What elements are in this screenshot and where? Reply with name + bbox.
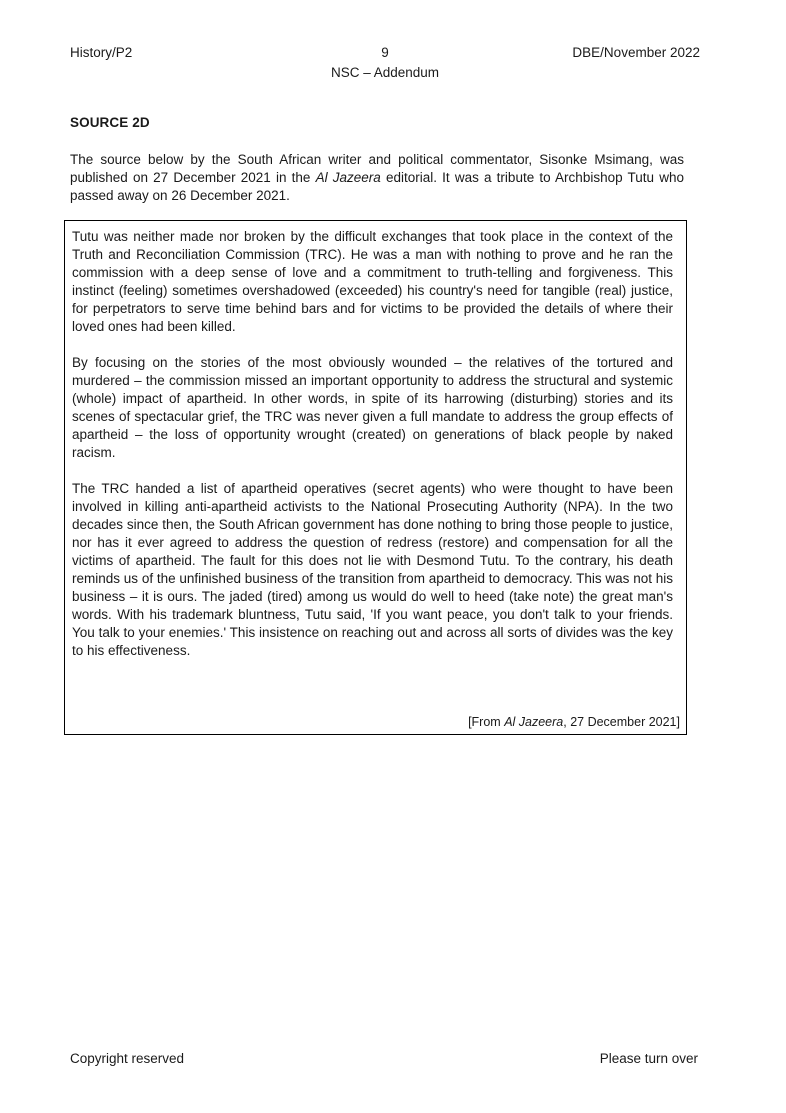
attribution-publication-name: Al Jazeera (504, 715, 564, 729)
attribution-suffix: , 27 December 2021] (563, 715, 680, 729)
source-introduction (70, 151, 684, 205)
footer-copyright: Copyright reserved (70, 1051, 185, 1066)
header-document-type: NSC – Addendum (330, 65, 440, 80)
header-row-bottom (70, 64, 700, 81)
page-header (70, 44, 700, 84)
footer-turn-over: Please turn over (599, 1051, 698, 1066)
source-heading: SOURCE 2D (70, 115, 150, 130)
attribution-prefix: [From (468, 715, 505, 729)
header-exam-body: DBE/November 2022 (572, 45, 700, 60)
header-subject: History/P2 (70, 45, 133, 60)
intro-text-before: The source below by the South African writer and political commentator, Sisonke Msimang, was published on 27 December 2021 in the (70, 152, 684, 185)
source-extract-body (72, 228, 673, 698)
extract-paragraph: The TRC handed a list of apartheid operatives (secret agents) who were thought to have been involved in killing anti-apartheid activists to the National Prosecuting Authority (NPA). In the two decades since then, the South African government has done nothing to bring those people to justice, nor has it ever agreed to address the question of redress (restore) and compensation for all the victims of apartheid. The fault for this does not lie with Desmond Tutu. To the contrary, his death reminds us of the unfinished business of the transition from apartheid to democracy. This was not his business – it is ours. The jaded (tired) among us would do well to heed (take note) the great man's words. With his trademark bluntness, Tutu said, 'If you want peace, you don't talk to your friends. You talk to your enemies.' This insistence on reaching out and across all sorts of divides was the key to his effectiveness. (72, 481, 673, 658)
extract-paragraph: Tutu was neither made nor broken by the difficult exchanges that took place in the context of the Truth and Reconciliation Commission (TRC). He was a man with nothing to prove and he ran the commission with a deep sense of love and a commitment to truth-telling and forgiveness. This instinct (feeling) sometimes overshadowed (exceeded) his country's need for tangible (real) justice, for perpetrators to serve time behind bars and for victims to be provided the details of where their loved ones had been killed. (72, 229, 673, 334)
source-extract-box (64, 220, 687, 735)
intro-publication-name: Al Jazeera (315, 170, 381, 185)
header-page-number: 9 (381, 45, 389, 60)
header-row-top (70, 44, 700, 61)
extract-paragraph: By focusing on the stories of the most obviously wounded – the relatives of the tortured and murdered – the commission missed an important opportunity to address the structural and systemic (whole) impact of apartheid. In other words, in spite of its harrowing (disturbing) stories and its scenes of spectacular grief, the TRC was never given a full mandate to address the group effects of apartheid – the loss of opportunity wrought (created) on generations of black people by naked racism. (72, 355, 673, 460)
source-attribution (468, 714, 680, 730)
intro-text-after: editorial. It was a tribute to Archbishop Tutu who passed away on 26 December 2021. (70, 170, 684, 203)
page-footer (70, 1050, 698, 1067)
